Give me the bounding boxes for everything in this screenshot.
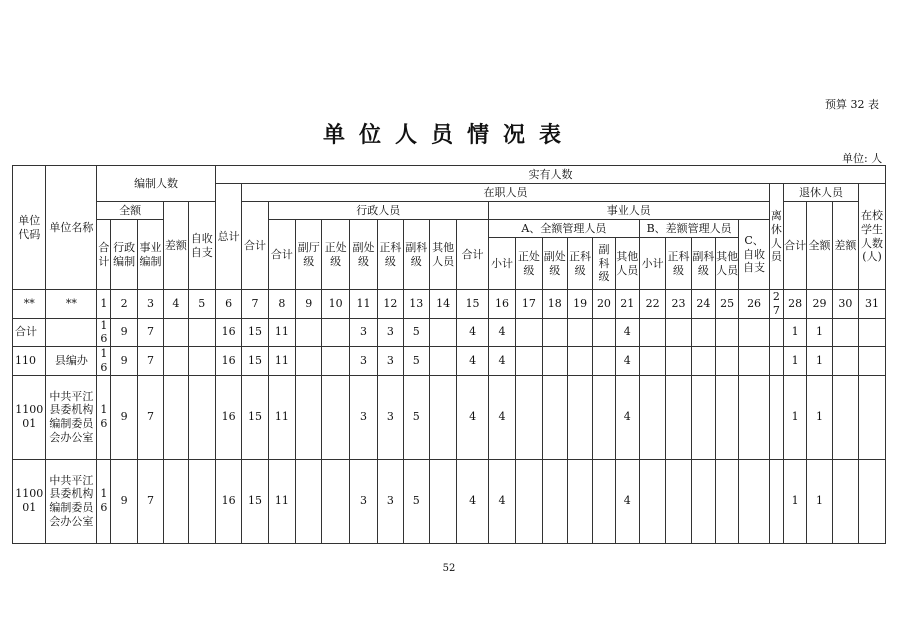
col-admin-people: 行政人员 [268,202,488,220]
cell: 4 [488,459,515,543]
col-b-others: 其他人员 [716,238,739,290]
cell: 4 [457,459,488,543]
col-inst-people: 事业人员 [488,202,769,220]
col-retired-full: 全额 [807,202,832,290]
cell: 15 [242,347,268,376]
cell [739,347,769,376]
cell: 1 [807,318,832,347]
col-a-dept-vice: 副处级 [542,238,567,290]
cell: 3 [378,318,403,347]
cell [567,459,592,543]
col-c-self: C、自收自支 [739,220,769,290]
cell: 3 [378,375,403,459]
col-a-others: 其他人员 [615,238,639,290]
col-unit-code: 单位代码 [13,166,46,290]
cell: 4 [164,290,188,319]
col-a-dept-chief: 正处级 [516,238,542,290]
cell: 4 [457,347,488,376]
cell: 1 [807,459,832,543]
cell: 25 [716,290,739,319]
cell: 110 [13,347,46,376]
cell: 4 [457,375,488,459]
cell [542,318,567,347]
cell: 16 [215,459,241,543]
cell [593,375,615,459]
cell: 5 [188,290,215,319]
cell [593,459,615,543]
cell: 9 [111,347,137,376]
cell: 21 [615,290,639,319]
col-vice-dept: 副厅级 [296,220,322,290]
cell: 11 [349,290,377,319]
cell: 12 [378,290,403,319]
col-a-full: A、全额管理人员 [488,220,639,238]
page-title: 单位人员情况表 [322,122,575,148]
cell [593,318,615,347]
cell [429,347,456,376]
cell [516,459,542,543]
cell: 5 [403,459,429,543]
cell: 22 [639,290,665,319]
cell: ** [13,290,46,319]
personnel-table [12,165,886,544]
cell [639,459,665,543]
cell: 9 [111,318,137,347]
cell: 4 [615,347,639,376]
cell [666,318,691,347]
cell [188,318,215,347]
col-in-service: 在职人员 [242,184,770,202]
cell: 1 [783,318,806,347]
cell: 1 [807,375,832,459]
cell: 8 [268,290,295,319]
col-grand-total: 总计 [215,184,241,290]
cell [296,375,322,459]
cell: 27 [769,290,783,319]
cell: 16 [215,347,241,376]
cell: 16 [97,459,111,543]
cell: 5 [403,347,429,376]
col-retired-off: 离休人员 [769,184,783,290]
cell [691,459,715,543]
col-full: 全额 [97,202,164,220]
cell [716,375,739,459]
col-full-total: 合计 [97,220,111,290]
cell: 14 [429,290,456,319]
cell [516,318,542,347]
cell [832,375,858,459]
cell: 16 [215,318,241,347]
cell [296,347,322,376]
cell [188,375,215,459]
cell [691,347,715,376]
cell: 17 [516,290,542,319]
cell: 9 [296,290,322,319]
cell: 6 [215,290,241,319]
cell [164,347,188,376]
col-a-subtotal: 小计 [488,238,515,290]
cell: 4 [488,375,515,459]
cell [429,375,456,459]
cell [46,318,97,347]
col-diff: 差额 [164,202,188,290]
cell [516,347,542,376]
cell [716,318,739,347]
col-retired: 退休人员 [783,184,858,202]
index-row [13,290,886,319]
cell [188,459,215,543]
col-a-sect-chief: 正科级 [567,238,592,290]
cell: 4 [615,375,639,459]
cell: 15 [242,318,268,347]
cell: 10 [322,290,349,319]
cell: 2 [111,290,137,319]
cell [716,347,739,376]
cell [188,347,215,376]
cell: 15 [242,375,268,459]
col-inst-staff: 事业编制 [137,220,163,290]
cell: 11 [268,347,295,376]
cell [296,318,322,347]
cell: 3 [349,318,377,347]
col-sect-vice: 副科级 [403,220,429,290]
col-self-funded: 自收自支 [188,202,215,290]
cell: 16 [215,375,241,459]
cell [739,318,769,347]
col-retired-total: 合计 [783,202,806,290]
cell [542,375,567,459]
cell [832,347,858,376]
cell [769,375,783,459]
col-b-diff: B、差额管理人员 [639,220,738,238]
cell: 16 [97,347,111,376]
cell [639,347,665,376]
cell [639,375,665,459]
cell: 15 [457,290,488,319]
cell: 3 [378,459,403,543]
cell [516,375,542,459]
cell [164,459,188,543]
col-actual: 实有人数 [215,166,885,184]
col-admin-total: 合计 [268,220,295,290]
cell: 31 [859,290,886,319]
cell: 19 [567,290,592,319]
col-sect-chief: 正科级 [378,220,403,290]
cell: 1 [783,347,806,376]
col-a-sect-vice: 副科级 [593,238,615,290]
cell: 3 [137,290,163,319]
cell [567,375,592,459]
cell: 20 [593,290,615,319]
cell: 30 [832,290,858,319]
unit-label: 单位: 人 [842,152,883,165]
cell [739,459,769,543]
cell [567,347,592,376]
cell: 7 [242,290,268,319]
cell [164,318,188,347]
cell [769,318,783,347]
cell: 3 [378,347,403,376]
table-row [13,347,886,376]
cell [832,459,858,543]
cell: 16 [97,318,111,347]
cell: 110001 [13,375,46,459]
cell [832,318,858,347]
cell: 110001 [13,459,46,543]
cell: 7 [137,375,163,459]
cell: 合计 [13,318,46,347]
col-in-service-total: 合计 [242,202,268,290]
cell: 26 [739,290,769,319]
col-retired-diff: 差额 [832,202,858,290]
table-row [13,375,886,459]
form-number: 预算 32 表 [825,98,879,111]
cell [542,459,567,543]
cell: 28 [783,290,806,319]
cell: 4 [457,318,488,347]
col-others: 其他人员 [429,220,456,290]
cell [164,375,188,459]
cell [639,318,665,347]
col-b-sect-chief: 正科级 [666,238,691,290]
cell: 16 [488,290,515,319]
cell [429,318,456,347]
cell [859,347,886,376]
cell [859,318,886,347]
cell: 9 [111,375,137,459]
cell: 3 [349,375,377,459]
cell: 3 [349,347,377,376]
cell: 15 [242,459,268,543]
col-dept-vice: 副处级 [349,220,377,290]
cell: 5 [403,375,429,459]
cell: 中共平江县委机构编制委员会办公室 [46,375,97,459]
cell [859,459,886,543]
cell: 1 [783,459,806,543]
col-b-sect-vice: 副科级 [691,238,715,290]
cell: 9 [111,459,137,543]
cell [739,375,769,459]
cell: 县编办 [46,347,97,376]
cell: 4 [488,318,515,347]
cell: 11 [268,375,295,459]
cell [666,459,691,543]
cell [691,375,715,459]
cell: 13 [403,290,429,319]
cell: 7 [137,347,163,376]
cell: ** [46,290,97,319]
cell [567,318,592,347]
col-unit-name: 单位名称 [46,166,97,290]
cell: 1 [807,347,832,376]
col-b-subtotal: 小计 [639,238,665,290]
cell [666,347,691,376]
cell [542,347,567,376]
cell: 23 [666,290,691,319]
cell: 29 [807,290,832,319]
cell: 5 [403,318,429,347]
cell [666,375,691,459]
cell: 3 [349,459,377,543]
col-staffing: 编制人数 [97,166,216,202]
table-row [13,459,886,543]
cell: 7 [137,459,163,543]
cell: 16 [97,375,111,459]
cell [769,347,783,376]
cell: 1 [97,290,111,319]
cell [322,375,349,459]
cell: 11 [268,459,295,543]
cell [296,459,322,543]
col-students: 在校学生人数(人) [859,184,886,290]
cell: 中共平江县委机构编制委员会办公室 [46,459,97,543]
cell: 1 [783,375,806,459]
cell [769,459,783,543]
cell: 4 [488,347,515,376]
cell: 7 [137,318,163,347]
cell: 4 [615,318,639,347]
col-inst-total: 合计 [457,220,488,290]
col-admin-staff: 行政编制 [111,220,137,290]
cell [593,347,615,376]
col-dept-chief: 正处级 [322,220,349,290]
cell [716,459,739,543]
cell [859,375,886,459]
cell: 24 [691,290,715,319]
page-number: 52 [442,563,456,574]
cell [429,459,456,543]
cell: 4 [615,459,639,543]
table-row [13,318,886,347]
cell: 11 [268,318,295,347]
cell: 18 [542,290,567,319]
cell [691,318,715,347]
cell [322,347,349,376]
cell [322,459,349,543]
cell [322,318,349,347]
